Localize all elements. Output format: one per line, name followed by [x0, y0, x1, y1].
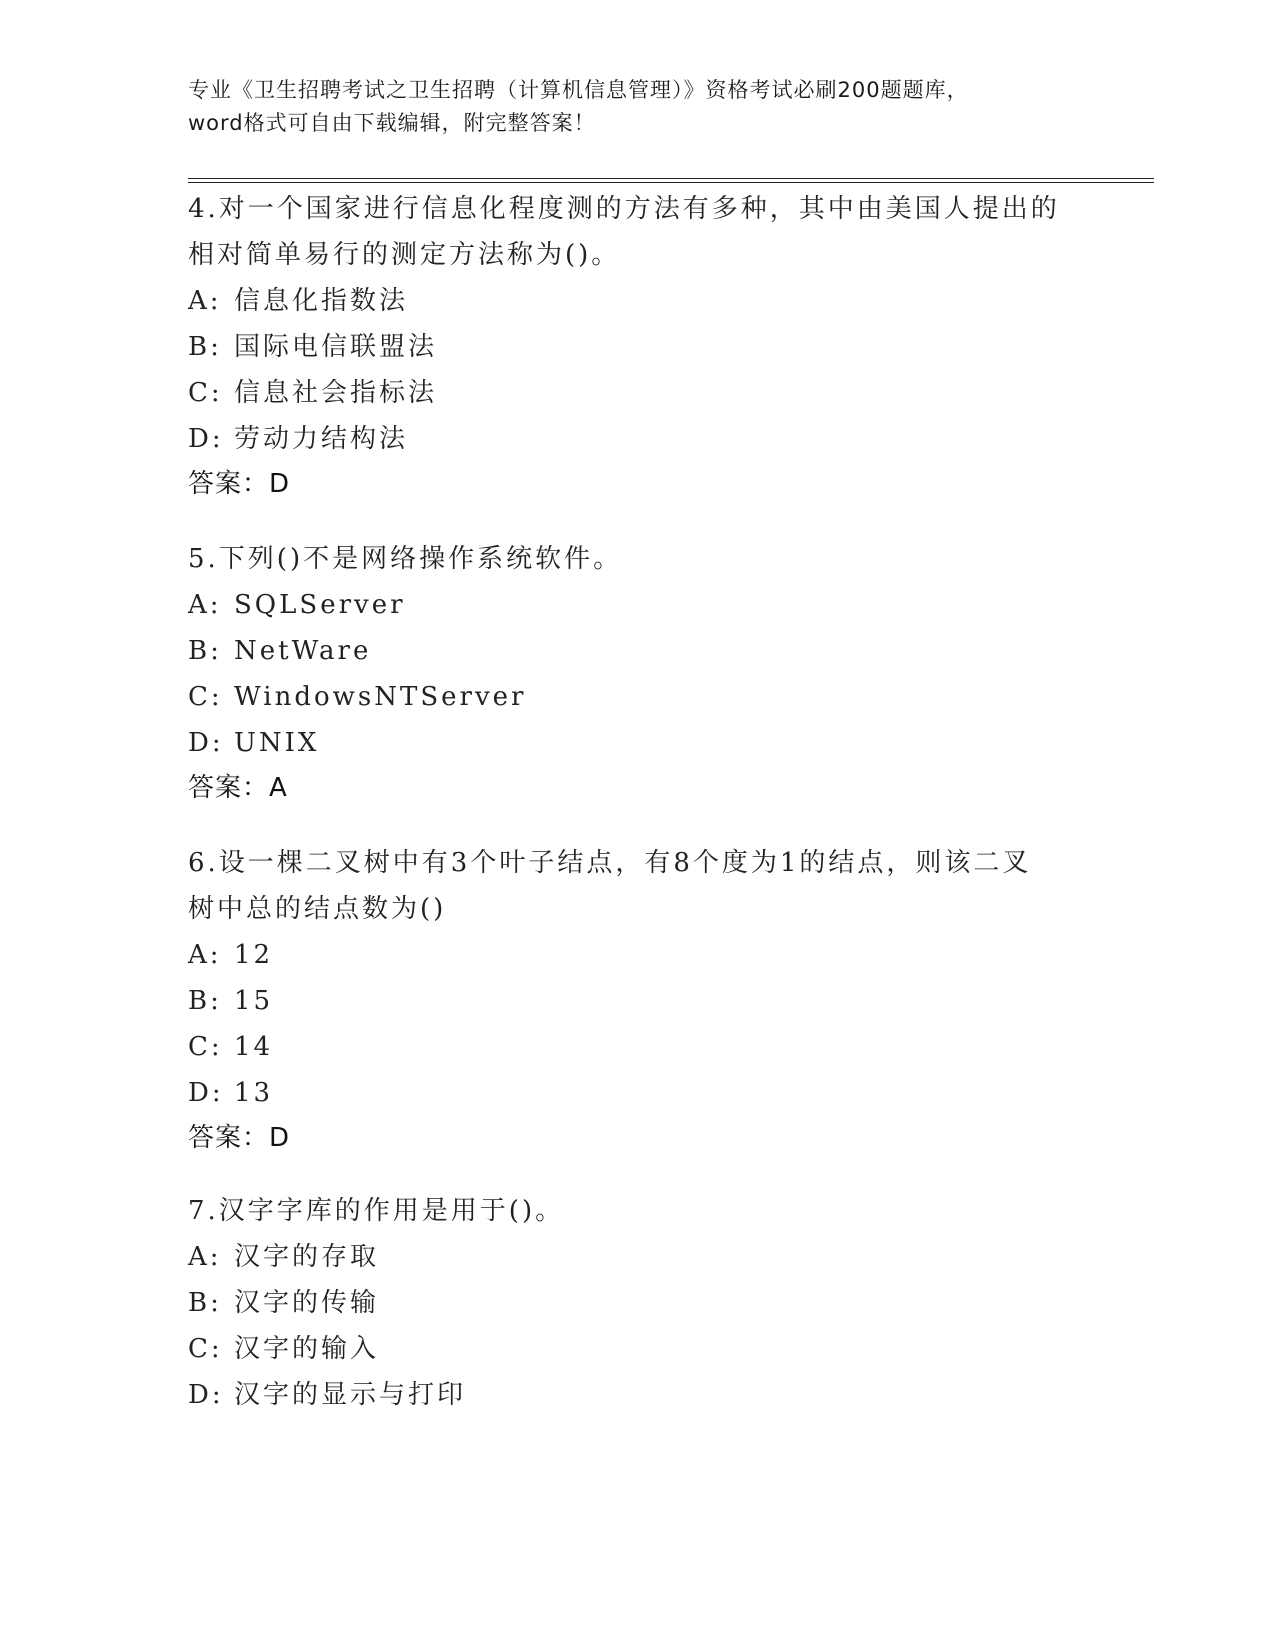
option-b: [188, 978, 1088, 1024]
option-text: 国际电信联盟法: [234, 332, 438, 362]
question-6: [188, 840, 1088, 1160]
option-d: [188, 1372, 1088, 1418]
option-a: [188, 582, 1088, 628]
option-b: [188, 324, 1088, 370]
option-key: B:: [188, 636, 222, 666]
option-key: B:: [188, 1288, 222, 1318]
option-key: D:: [188, 1380, 224, 1410]
option-c: [188, 1326, 1088, 1372]
option-key: D:: [188, 728, 224, 758]
option-key: D:: [188, 424, 224, 454]
answer-line: 答案：D: [188, 1123, 291, 1153]
header-title-line-1: 专业《卫生招聘考试之卫生招聘（计算机信息管理）》资格考试必刷200题题库，: [188, 78, 969, 102]
option-text: WindowsNTServer: [234, 682, 527, 712]
option-d: [188, 416, 1088, 462]
option-key: C:: [188, 1334, 223, 1364]
option-c: [188, 1024, 1088, 1070]
question-stem-line: 7.汉字字库的作用是用于()。: [188, 1196, 565, 1226]
option-a: [188, 1234, 1088, 1280]
question-stem-line: 4.对一个国家进行信息化程度测的方法有多种，其中由美国人提出的: [188, 194, 1060, 224]
option-key: C:: [188, 378, 223, 408]
option-text: SQLServer: [234, 590, 406, 620]
question-4: [188, 186, 1088, 506]
option-key: B:: [188, 986, 222, 1016]
question-7: [188, 1188, 1088, 1418]
option-text: 汉字的输入: [234, 1334, 380, 1364]
option-text: 15: [234, 986, 274, 1016]
option-text: UNIX: [234, 728, 320, 758]
question-stem-line: 6.设一棵二叉树中有3个叶子结点，有8个度为1的结点，则该二叉: [188, 848, 1032, 878]
question-stem-line: 树中总的结点数为(): [188, 894, 447, 924]
option-c: [188, 674, 1088, 720]
answer-line: 答案：A: [188, 773, 288, 803]
option-text: 汉字的显示与打印: [234, 1380, 467, 1410]
option-text: 13: [234, 1078, 274, 1108]
option-b: [188, 628, 1088, 674]
option-key: D:: [188, 1078, 224, 1108]
question-5: [188, 536, 1088, 810]
option-d: [188, 720, 1088, 766]
option-key: A:: [188, 286, 222, 316]
option-text: 汉字的传输: [234, 1288, 380, 1318]
option-key: A:: [188, 1242, 222, 1272]
option-key: B:: [188, 332, 222, 362]
option-key: C:: [188, 682, 223, 712]
option-key: A:: [188, 940, 222, 970]
option-b: [188, 1280, 1088, 1326]
question-stem-line: 5.下列()不是网络操作系统软件。: [188, 544, 623, 574]
option-text: NetWare: [234, 636, 372, 666]
option-a: [188, 932, 1088, 978]
option-text: 14: [234, 1032, 274, 1062]
option-d: [188, 1070, 1088, 1116]
option-c: [188, 370, 1088, 416]
document-header: [188, 74, 1088, 140]
option-text: 信息化指数法: [234, 286, 409, 316]
option-text: 汉字的存取: [234, 1242, 380, 1272]
question-stem-line: 相对简单易行的测定方法称为()。: [188, 240, 621, 270]
option-a: [188, 278, 1088, 324]
option-text: 12: [234, 940, 274, 970]
header-title-line-2: word格式可自由下载编辑，附完整答案！: [188, 111, 596, 135]
option-text: 劳动力结构法: [234, 424, 409, 454]
option-text: 信息社会指标法: [234, 378, 438, 408]
header-divider: [188, 178, 1154, 183]
answer-line: 答案：D: [188, 469, 291, 499]
option-key: A:: [188, 590, 222, 620]
option-key: C:: [188, 1032, 223, 1062]
